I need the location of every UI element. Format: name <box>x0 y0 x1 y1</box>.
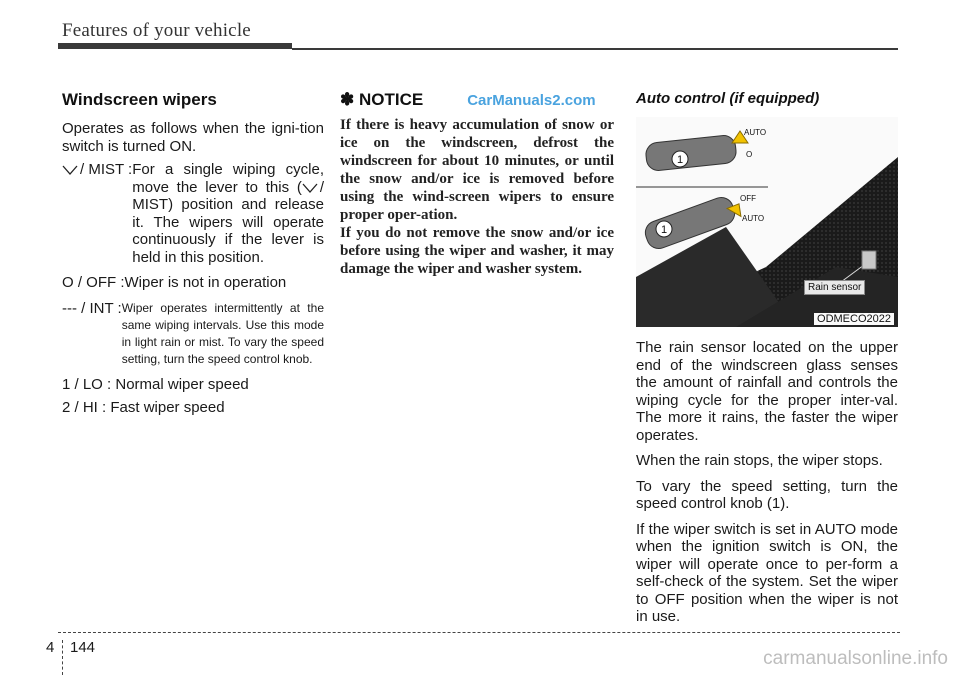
notice-text-2: If you do not remove the snow and/or ice before using the wiper and washer, it may damage the wiper and washer system. <box>340 225 614 277</box>
mist-key-label: / MIST : <box>80 161 133 178</box>
label-off: OFF <box>740 194 756 203</box>
v-down-icon <box>62 165 78 175</box>
site-watermark[interactable]: carmanualsonline.info <box>763 648 948 669</box>
middle-column <box>340 90 614 278</box>
off-item <box>62 274 324 292</box>
notice-text: If there is heavy accumulation of snow or ice on the windscreen, defrost the windscreen for about 10 minutes, or until the snow and/or ice is removed before using the wind-screen wipers to ensure proper oper-ation. <box>340 117 614 223</box>
notice-header <box>340 90 614 110</box>
footer-divider <box>62 640 63 675</box>
mist-desc-part2: / MIST) position and release it. The wipers will operate continuously if the lever is held in this position. <box>132 178 324 266</box>
label-auto-bottom: AUTO <box>742 214 765 223</box>
page-number: 144 <box>70 639 96 656</box>
mist-desc-part1: For a single wiping cycle, move the lever to this ( <box>132 161 324 196</box>
hi-key: 2 / HI : <box>62 399 111 416</box>
svg-text:1: 1 <box>661 224 668 236</box>
left-column <box>62 90 324 417</box>
lo-item <box>62 376 324 394</box>
hi-item <box>62 399 324 417</box>
knob-label-1: 1 <box>677 154 684 166</box>
off-key: O / OFF : <box>62 274 125 291</box>
speed-paragraph: To vary the speed setting, turn the speed control knob (1). <box>636 477 898 512</box>
watermark-link[interactable]: CarManuals2.com <box>467 91 596 109</box>
lo-desc: Normal wiper speed <box>115 375 249 393</box>
mist-desc <box>132 161 324 266</box>
footer-rule <box>58 632 900 633</box>
label-auto-top: AUTO <box>744 128 767 137</box>
lo-key: 1 / LO : <box>62 375 116 393</box>
section-number: 4 <box>46 639 55 656</box>
off-desc: Wiper is not in operation <box>124 274 287 291</box>
header-rule <box>292 48 898 50</box>
v-down-icon-inline <box>302 183 318 193</box>
int-item <box>62 300 324 368</box>
rain-sensor-label: Rain sensor <box>804 280 865 295</box>
right-column <box>636 90 898 626</box>
hi-desc: Fast wiper speed <box>110 399 225 416</box>
wiper-switch-figure <box>636 117 898 327</box>
page-header-title: Features of your vehicle <box>62 20 251 41</box>
intro-text: Operates as follows when the igni-tion switch is turned ON. <box>62 120 324 155</box>
notice-title: ✽ NOTICE <box>340 90 424 109</box>
auto-control-heading: Auto control (if equipped) <box>636 90 820 107</box>
mist-item <box>62 161 324 266</box>
label-o: O <box>746 150 753 159</box>
header-bar <box>58 43 292 49</box>
int-desc: Wiper operates intermittently at the same wiping intervals. Use this mode in light rain or mist. To vary the speed setting, turn the speed control knob. <box>121 300 324 366</box>
mist-key <box>62 161 132 266</box>
rain-sensor-paragraph: The rain sensor located on the upper end of the windscreen glass senses the amount of rainfall and controls the wiping cycle for the proper inter-val. The more it rains, the faster the wiper operates. <box>636 339 898 444</box>
figure-code: ODMECO2022 <box>814 313 894 325</box>
section-heading-wipers: Windscreen wipers <box>62 90 217 109</box>
wiper-stop-paragraph: When the rain stops, the wiper stops. <box>636 452 883 469</box>
figure-illustration <box>636 117 898 327</box>
auto-mode-paragraph: If the wiper switch is set in AUTO mode when the ignition switch is ON, the wiper will operate once to per-form a self-check of the system. Set the wiper to OFF position when the wiper is not in use. <box>636 520 898 625</box>
int-key: --- / INT : <box>62 299 122 317</box>
